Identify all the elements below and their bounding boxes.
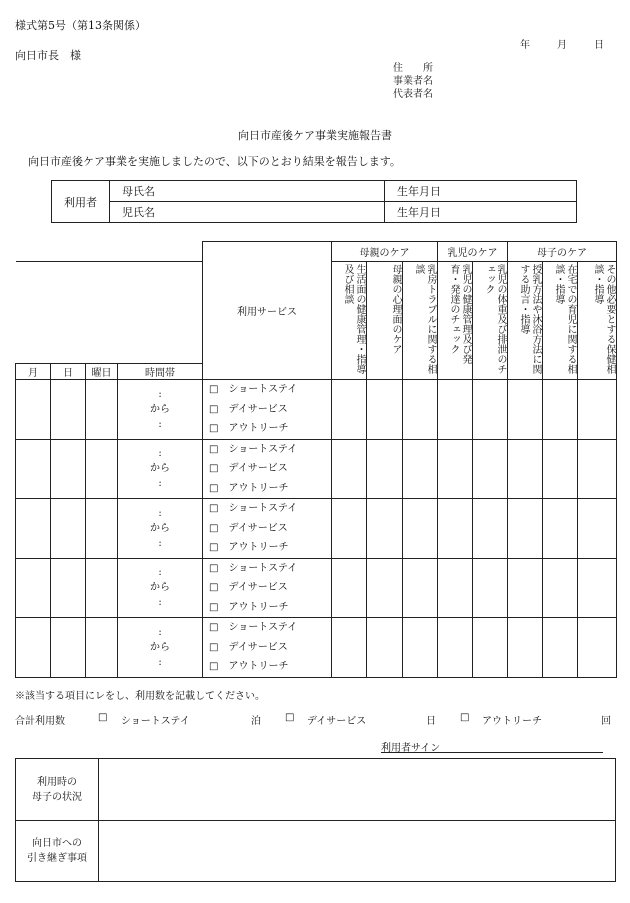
- item-feeding-bathing: 授乳方法や沐浴方法に関する助言・指導: [508, 262, 543, 380]
- signature-label: 利用者サイン: [381, 743, 441, 754]
- item-health-guidance: 生活面の健康管理・指導及び相談: [332, 262, 367, 380]
- totals-label: 合計利用数: [15, 716, 65, 727]
- care-cell[interactable]: [332, 499, 367, 559]
- checkbox[interactable]: □: [209, 562, 219, 574]
- care-cell[interactable]: [578, 499, 617, 559]
- date-month: 月: [557, 40, 567, 51]
- service-option-label: ショートステイ: [228, 562, 298, 574]
- care-cell[interactable]: [508, 618, 543, 678]
- item-infant-weight: 乳児の体重及び排泄のチェック: [473, 262, 508, 380]
- checkbox[interactable]: □: [209, 601, 219, 613]
- service-option[interactable]: [209, 419, 331, 439]
- care-cell[interactable]: [543, 439, 578, 499]
- intro-text: 向日市産後ケア事業を実施しましたので、以下のとおり結果を報告します。: [28, 155, 401, 168]
- entry-month[interactable]: [16, 439, 51, 499]
- addressee: 向日市長 様: [15, 49, 81, 62]
- user-info-table: [51, 180, 577, 223]
- entry-services: [203, 499, 332, 559]
- care-cell[interactable]: [543, 558, 578, 618]
- item-home-childcare: 在宅での育児に関する相談・指導: [543, 262, 578, 380]
- entry-month[interactable]: [16, 499, 51, 559]
- care-cell[interactable]: [508, 439, 543, 499]
- service-option[interactable]: [209, 499, 331, 519]
- service-option[interactable]: [209, 598, 331, 618]
- service-table: [15, 241, 617, 678]
- care-cell[interactable]: [578, 380, 617, 440]
- applicant-address-label: 住 所: [393, 63, 433, 74]
- care-cell[interactable]: [403, 618, 438, 678]
- service-option[interactable]: [209, 479, 331, 499]
- service-option[interactable]: [209, 440, 331, 460]
- col-month: 月: [16, 364, 51, 380]
- service-option-label: アウトリーチ: [228, 661, 289, 672]
- item-other-consult: その他必要とする保健相談・指導: [578, 262, 617, 380]
- checkbox[interactable]: □: [209, 463, 219, 474]
- care-cell[interactable]: [438, 439, 473, 499]
- service-option-label: デイサービス: [228, 522, 288, 534]
- entry-day[interactable]: [51, 618, 86, 678]
- date-day: 日: [594, 40, 604, 51]
- service-option[interactable]: [209, 380, 331, 400]
- form-number: 様式第5号（第13条関係）: [15, 19, 146, 32]
- checkbox[interactable]: □: [209, 582, 219, 593]
- notes-table: [15, 758, 616, 882]
- total-outreach-label: アウトリーチ: [482, 716, 542, 727]
- checkbox[interactable]: □: [209, 403, 219, 415]
- item-infant-health: 乳児の健康管理及び発育・発達のチェック: [438, 262, 473, 380]
- instruction-note: ※該当する項目にレをし、利用数を記載してください。: [15, 691, 265, 702]
- checkbox[interactable]: □: [209, 542, 219, 553]
- total-dayservice-unit: 日: [426, 716, 436, 727]
- applicant-rep-label: 代表者名: [393, 89, 433, 100]
- checkbox[interactable]: □: [209, 423, 219, 434]
- entry-month[interactable]: [16, 380, 51, 440]
- total-shortstay-unit: 泊: [251, 716, 261, 727]
- service-option-label: デイサービス: [228, 463, 288, 474]
- total-outreach-unit: 回: [601, 716, 611, 727]
- care-cell[interactable]: [473, 499, 508, 559]
- care-cell[interactable]: [332, 380, 367, 440]
- item-psych-care: 母親の心理面のケア: [367, 262, 403, 380]
- service-option[interactable]: [209, 638, 331, 658]
- entry-row: [16, 558, 617, 618]
- service-option-label: デイサービス: [228, 582, 288, 593]
- user-group-label: 利用者: [52, 181, 110, 223]
- handover-field[interactable]: [99, 821, 616, 882]
- care-cell[interactable]: [367, 439, 403, 499]
- care-cell[interactable]: [332, 618, 367, 678]
- care-cell[interactable]: [367, 380, 403, 440]
- entry-weekday[interactable]: [86, 558, 118, 618]
- care-cell[interactable]: [473, 439, 508, 499]
- entry-time[interactable]: : から :: [118, 618, 203, 678]
- care-cell[interactable]: [367, 558, 403, 618]
- service-option-label: アウトリーチ: [228, 601, 289, 613]
- entry-weekday[interactable]: [86, 618, 118, 678]
- entry-time[interactable]: : から :: [118, 499, 203, 559]
- care-cell[interactable]: [578, 618, 617, 678]
- total-shortstay-label: ショートステイ: [121, 716, 190, 727]
- service-option[interactable]: [209, 657, 331, 677]
- care-cell[interactable]: [367, 499, 403, 559]
- entry-services: [203, 380, 332, 440]
- care-cell[interactable]: [438, 618, 473, 678]
- entry-time[interactable]: : から :: [118, 380, 203, 440]
- handover-label-cell: 向日市への 引き継ぎ事項: [16, 821, 99, 882]
- mother-name-label: 母氏名: [110, 181, 385, 202]
- status-field[interactable]: [99, 759, 616, 821]
- entry-services: [203, 618, 332, 678]
- signature-line[interactable]: [381, 752, 603, 753]
- care-cell[interactable]: [578, 439, 617, 499]
- entry-day[interactable]: [51, 439, 86, 499]
- service-option-label: ショートステイ: [228, 384, 298, 395]
- mother-birth-label: 生年月日: [385, 181, 577, 202]
- entry-day[interactable]: [51, 380, 86, 440]
- care-cell[interactable]: [332, 558, 367, 618]
- group-mother-child-care: 母子のケア: [508, 242, 617, 262]
- entry-row: [16, 439, 617, 499]
- total-outreach-checkbox[interactable]: □: [460, 712, 470, 723]
- group-infant-care: 乳児のケア: [438, 242, 508, 262]
- care-cell[interactable]: [367, 618, 403, 678]
- entry-weekday[interactable]: [86, 380, 118, 440]
- service-option[interactable]: [209, 618, 331, 638]
- service-option-label: ショートステイ: [228, 443, 298, 455]
- checkbox[interactable]: □: [209, 443, 219, 455]
- service-option-label: ショートステイ: [228, 622, 298, 633]
- applicant-business-label: 事業者名: [393, 76, 433, 87]
- checkbox[interactable]: □: [209, 661, 219, 672]
- care-cell[interactable]: [438, 380, 473, 440]
- care-cell[interactable]: [508, 380, 543, 440]
- service-option[interactable]: [209, 519, 331, 539]
- item-breast-consult: 乳房トラブルに関する相談: [403, 262, 438, 380]
- care-cell[interactable]: [473, 558, 508, 618]
- care-cell[interactable]: [473, 618, 508, 678]
- service-option-label: アウトリーチ: [228, 482, 289, 494]
- care-cell[interactable]: [403, 499, 438, 559]
- care-cell[interactable]: [403, 380, 438, 440]
- entry-weekday[interactable]: [86, 439, 118, 499]
- service-option-label: デイサービス: [228, 403, 288, 415]
- total-dayservice-checkbox[interactable]: □: [285, 712, 295, 723]
- care-cell[interactable]: [508, 499, 543, 559]
- col-day: 日: [51, 364, 86, 380]
- care-cell[interactable]: [543, 499, 578, 559]
- applicant-block: [393, 62, 433, 101]
- service-option[interactable]: [209, 578, 331, 598]
- checkbox[interactable]: □: [209, 522, 219, 534]
- care-cell[interactable]: [438, 558, 473, 618]
- entry-weekday[interactable]: [86, 499, 118, 559]
- checkbox[interactable]: □: [209, 384, 219, 395]
- service-option[interactable]: [209, 400, 331, 420]
- entry-month[interactable]: [16, 618, 51, 678]
- page-title: 向日市産後ケア事業実施報告書: [238, 129, 392, 142]
- care-cell[interactable]: [578, 558, 617, 618]
- care-cell[interactable]: [473, 380, 508, 440]
- service-option[interactable]: [209, 459, 331, 479]
- entry-day[interactable]: [51, 499, 86, 559]
- total-shortstay-checkbox[interactable]: □: [98, 712, 108, 723]
- care-cell[interactable]: [508, 558, 543, 618]
- checkbox[interactable]: □: [209, 641, 219, 653]
- col-weekday: 曜日: [86, 364, 118, 380]
- status-label-cell: 利用時の 母子の状況: [16, 759, 99, 821]
- child-name-label: 児氏名: [110, 202, 385, 223]
- entry-month[interactable]: [16, 558, 51, 618]
- care-cell[interactable]: [403, 558, 438, 618]
- entry-row: [16, 499, 617, 559]
- entry-time[interactable]: : から :: [118, 558, 203, 618]
- child-birth-label: 生年月日: [385, 202, 577, 223]
- checkbox[interactable]: □: [209, 503, 219, 514]
- entry-services: [203, 558, 332, 618]
- group-mother-care: 母親のケア: [332, 242, 438, 262]
- service-option-label: デイサービス: [228, 641, 288, 653]
- service-option-label: ショートステイ: [228, 503, 298, 514]
- service-option[interactable]: [209, 559, 331, 579]
- entry-day[interactable]: [51, 558, 86, 618]
- total-dayservice-label: デイサービス: [307, 716, 367, 727]
- service-option-label: アウトリーチ: [228, 423, 289, 434]
- col-time: 時間帯: [118, 364, 203, 380]
- care-cell[interactable]: [543, 380, 578, 440]
- entry-row: [16, 618, 617, 678]
- care-cell[interactable]: [438, 499, 473, 559]
- service-option[interactable]: [209, 538, 331, 558]
- entry-row: [16, 380, 617, 440]
- date-year: 年: [520, 40, 530, 51]
- service-option-label: アウトリーチ: [228, 542, 289, 553]
- totals-row: [15, 712, 616, 726]
- service-header: 利用サービス: [203, 242, 332, 380]
- entry-services: [203, 439, 332, 499]
- care-cell[interactable]: [332, 439, 367, 499]
- entry-time[interactable]: : から :: [118, 439, 203, 499]
- care-cell[interactable]: [403, 439, 438, 499]
- checkbox[interactable]: □: [209, 622, 219, 633]
- checkbox[interactable]: □: [209, 482, 219, 494]
- care-cell[interactable]: [543, 618, 578, 678]
